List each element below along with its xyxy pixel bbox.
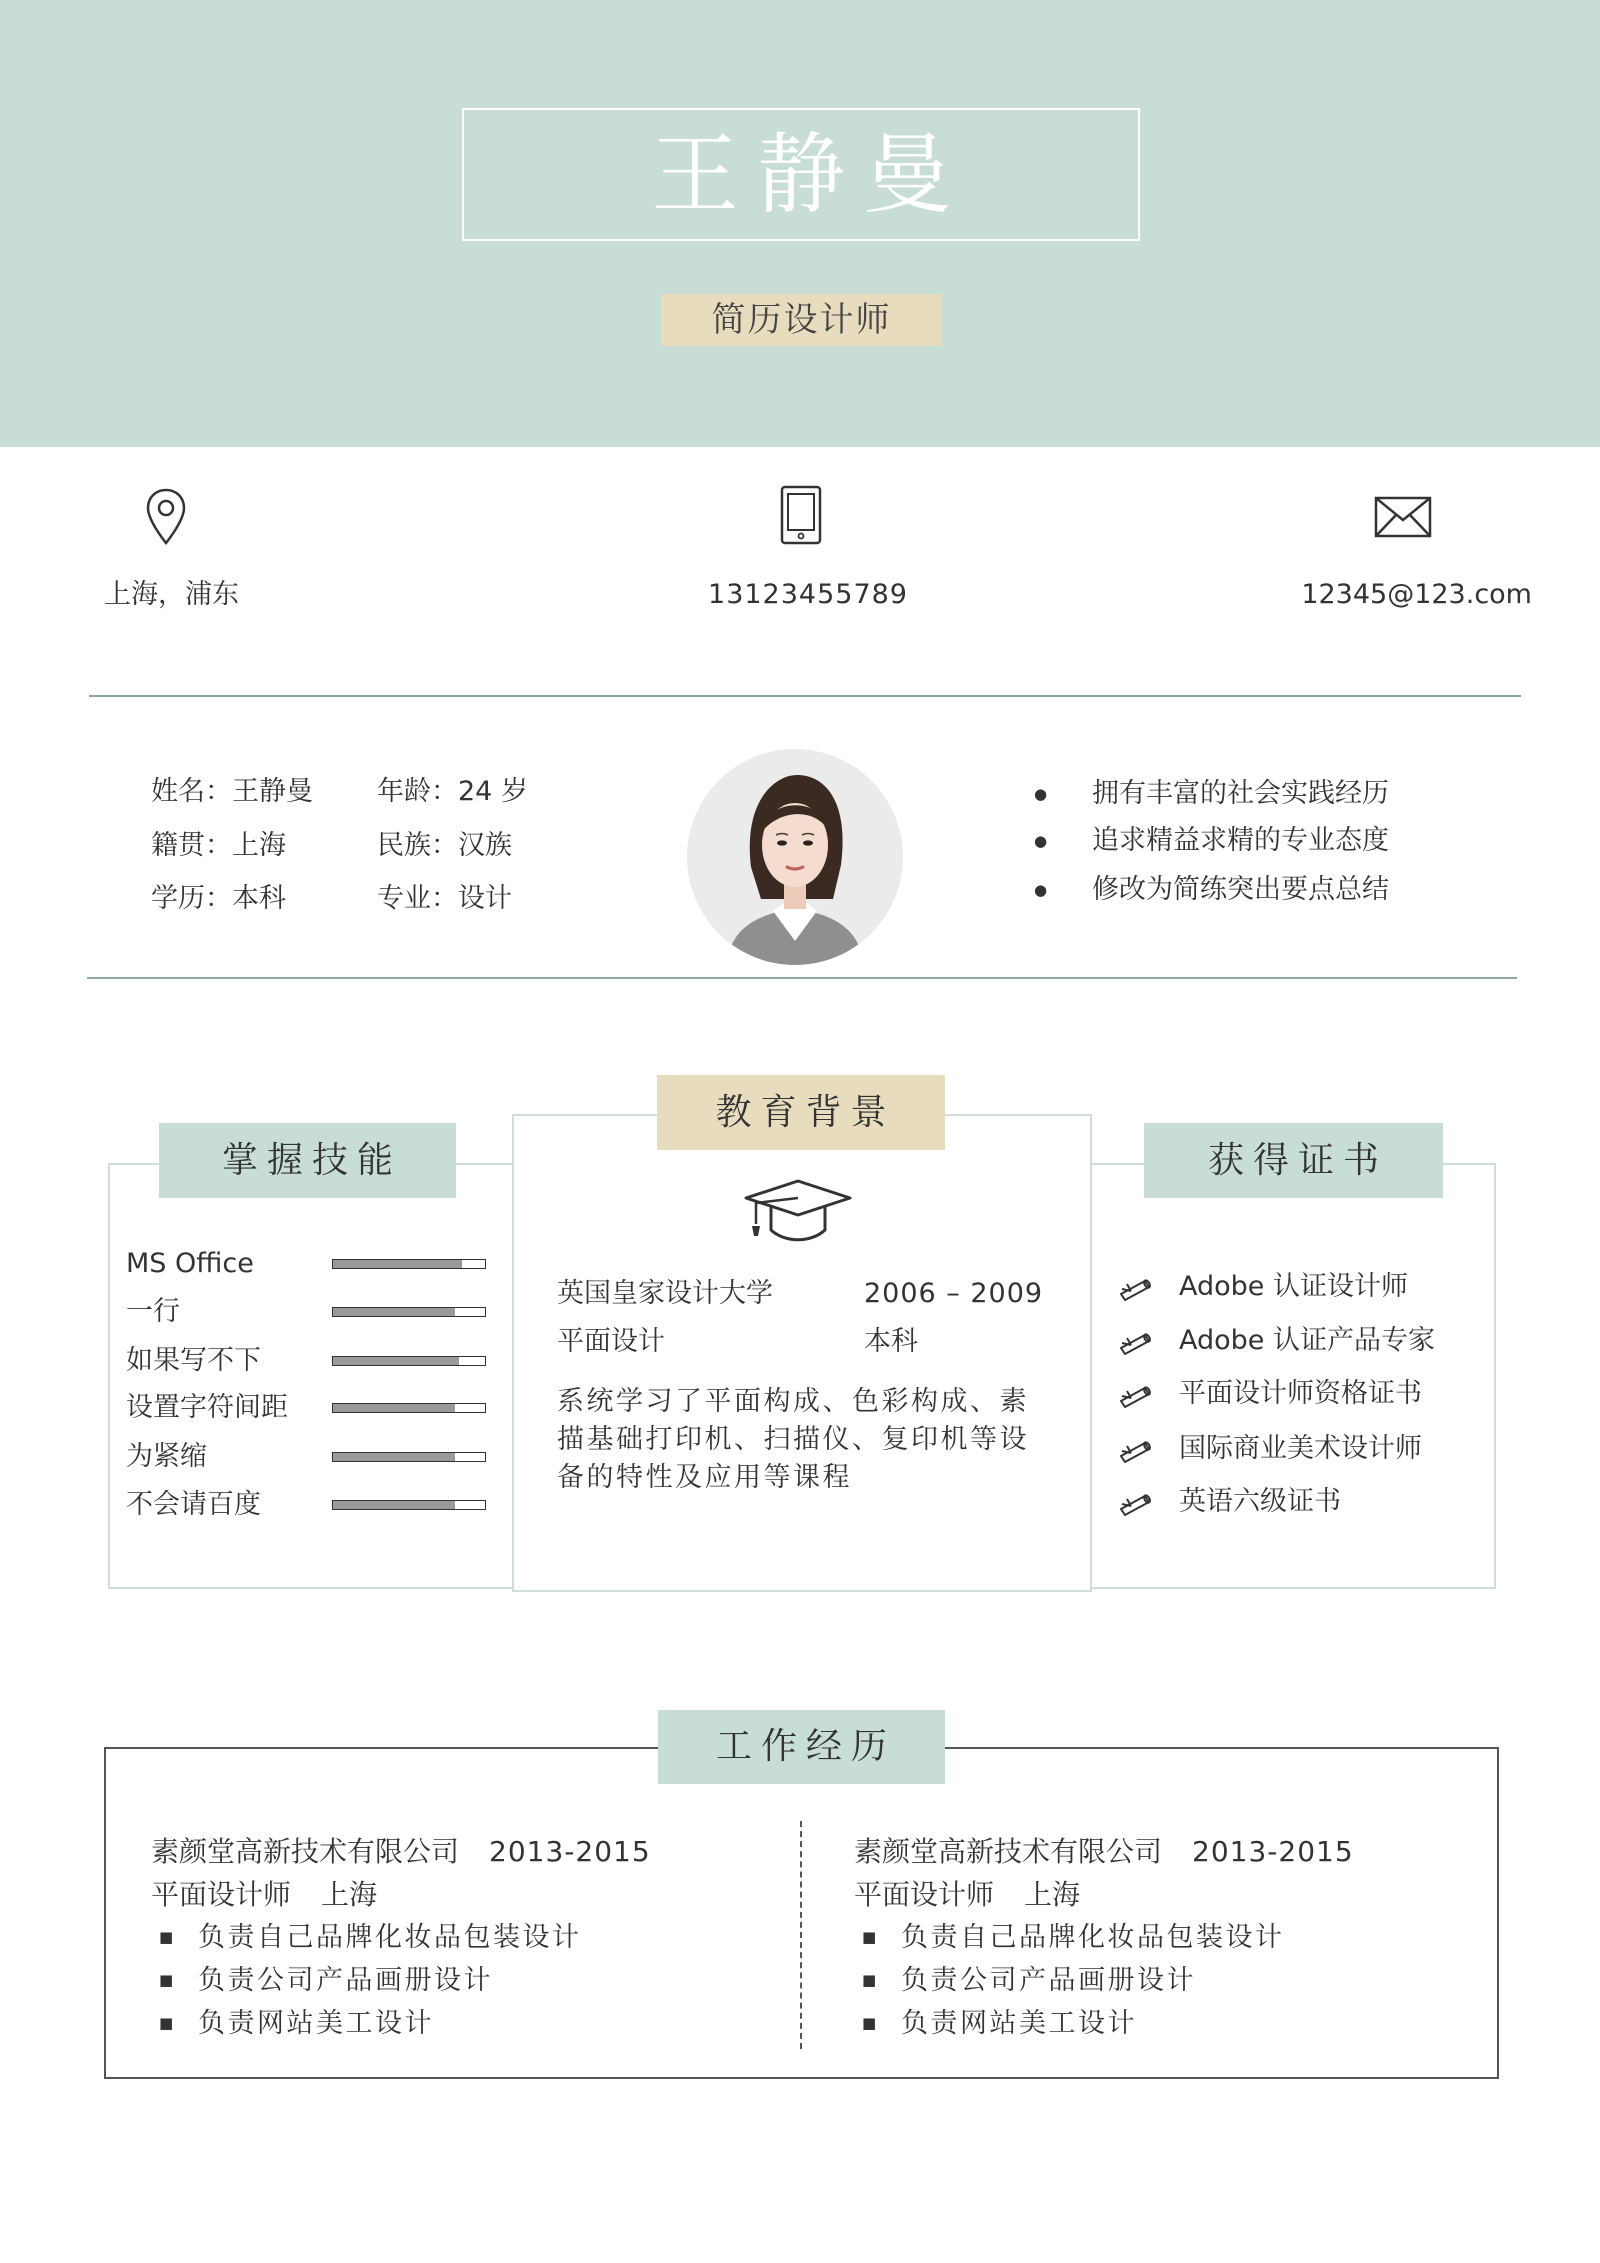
bullet-square: ■ <box>159 2014 174 2032</box>
work-company: 素颜堂高新技术有限公司 <box>854 1835 1163 1868</box>
diploma-scroll-icon <box>1116 1327 1156 1355</box>
bullet-square: ■ <box>159 1971 174 1989</box>
field-value: 24 岁 <box>458 776 528 807</box>
bullet-square: ■ <box>862 1971 877 1989</box>
work-role: 平面设计师 <box>854 1878 995 1911</box>
name-frame <box>462 108 1140 241</box>
skill-level-fill <box>333 1453 455 1461</box>
certificate-item: Adobe 认证产品专家 <box>1179 1325 1435 1356</box>
skill-level-bar <box>332 1403 486 1413</box>
work-role-line <box>854 1873 1474 1916</box>
candidate-name: 王静曼 <box>650 123 969 226</box>
skill-level-fill <box>333 1308 455 1316</box>
certificate-item: 平面设计师资格证书 <box>1179 1378 1422 1409</box>
work-duty-text: 负责公司产品画册设计 <box>901 1965 1196 1996</box>
skills-heading-text: 掌握技能 <box>221 1140 402 1181</box>
education-heading <box>657 1075 945 1150</box>
skill-name: 为紧缩 <box>126 1441 207 1472</box>
skill-level-fill <box>333 1501 455 1509</box>
highlight-item: 修改为简练突出要点总结 <box>1092 874 1389 905</box>
field-value: 上海 <box>232 830 286 861</box>
work-duty-text: 负责自己品牌化妆品包装设计 <box>198 1922 582 1953</box>
highlight-item: 追求精益求精的专业态度 <box>1092 825 1389 856</box>
field-ethnicity <box>377 826 512 866</box>
work-company-line <box>854 1830 1474 1873</box>
field-label: 专业： <box>377 883 458 914</box>
work-heading-text: 工作经历 <box>715 1726 896 1767</box>
field-label: 姓名： <box>151 776 232 807</box>
education-major: 平面设计 <box>557 1326 665 1357</box>
field-hometown <box>151 826 286 866</box>
field-label: 民族： <box>377 830 458 861</box>
work-company-line <box>151 1830 771 1873</box>
skill-level-bar <box>332 1500 486 1510</box>
skill-name: 如果写不下 <box>126 1345 261 1376</box>
field-value: 汉族 <box>458 830 512 861</box>
work-duty-text: 负责自己品牌化妆品包装设计 <box>901 1922 1285 1953</box>
skill-level-fill <box>333 1357 459 1365</box>
field-education <box>151 879 286 919</box>
profile-photo <box>687 749 903 965</box>
work-duty <box>854 1916 1474 1959</box>
certificate-item: 国际商业美术设计师 <box>1179 1433 1422 1464</box>
diploma-scroll-icon <box>1116 1380 1156 1408</box>
graduation-cap-icon <box>743 1178 853 1244</box>
work-duty <box>151 1916 771 1959</box>
education-description: 系统学习了平面构成、色彩构成、素描基础打印机、扫描仪、复印机等设备的特性及应用等课程 <box>557 1386 1029 1493</box>
work-location: 上海 <box>321 1878 378 1911</box>
certificate-item: 英语六级证书 <box>1179 1486 1341 1517</box>
bullet-square: ■ <box>159 1928 174 1946</box>
job-title: 简历设计师 <box>711 300 892 340</box>
skill-level-fill <box>333 1260 462 1268</box>
field-label: 年龄： <box>377 776 458 807</box>
work-duty <box>151 1959 771 2002</box>
field-name <box>151 772 313 812</box>
diploma-scroll-icon <box>1116 1488 1156 1516</box>
location-pin-icon <box>144 487 188 547</box>
work-entry <box>854 1830 1474 2045</box>
divider-middle <box>87 977 1517 979</box>
certificates-heading-text: 获得证书 <box>1207 1140 1388 1181</box>
highlight-item: 拥有丰富的社会实践经历 <box>1092 778 1389 809</box>
work-duty-text: 负责网站美工设计 <box>198 2008 434 2039</box>
education-school: 英国皇家设计大学 <box>557 1278 773 1309</box>
mobile-phone-icon <box>779 485 823 545</box>
skill-level-fill <box>333 1404 455 1412</box>
work-location: 上海 <box>1024 1878 1081 1911</box>
field-label: 学历： <box>151 883 232 914</box>
work-duty-text: 负责网站美工设计 <box>901 2008 1137 2039</box>
work-company: 素颜堂高新技术有限公司 <box>151 1835 460 1868</box>
work-duty-text: 负责公司产品画册设计 <box>198 1965 493 1996</box>
skill-name: MS Office <box>126 1248 254 1279</box>
field-label: 籍贯： <box>151 830 232 861</box>
skill-level-bar <box>332 1307 486 1317</box>
contact-location: 上海，浦东 <box>104 579 239 610</box>
divider-top <box>89 695 1521 697</box>
diploma-scroll-icon <box>1116 1273 1156 1301</box>
work-heading <box>658 1710 945 1784</box>
skill-name: 设置字符间距 <box>126 1392 288 1423</box>
work-entry <box>151 1830 771 2045</box>
certificates-heading <box>1144 1123 1443 1198</box>
envelope-icon <box>1374 496 1432 538</box>
field-value: 本科 <box>232 883 286 914</box>
work-role-line <box>151 1873 771 1916</box>
bullet-dot: ● <box>1034 881 1048 899</box>
certificate-item: Adobe 认证设计师 <box>1179 1271 1408 1302</box>
work-duty <box>854 2002 1474 2045</box>
field-value: 设计 <box>458 883 512 914</box>
skill-level-bar <box>332 1452 486 1462</box>
work-role: 平面设计师 <box>151 1878 292 1911</box>
bullet-dot: ● <box>1034 832 1048 850</box>
skills-heading <box>159 1123 456 1198</box>
education-heading-text: 教育背景 <box>715 1092 896 1133</box>
skill-level-bar <box>332 1259 486 1269</box>
skill-name: 不会请百度 <box>126 1489 261 1520</box>
work-period: 2013-2015 <box>1192 1835 1354 1868</box>
work-column-divider <box>800 1821 802 2049</box>
work-duty <box>151 2002 771 2045</box>
work-period: 2013-2015 <box>489 1835 651 1868</box>
bullet-square: ■ <box>862 2014 877 2032</box>
field-age <box>377 772 528 812</box>
education-degree: 本科 <box>864 1326 918 1357</box>
bullet-dot: ● <box>1034 785 1048 803</box>
contact-email: 12345@123.com <box>1301 579 1532 610</box>
job-title-badge <box>661 294 942 346</box>
skill-name: 一行 <box>126 1296 180 1327</box>
education-period: 2006 – 2009 <box>864 1278 1044 1309</box>
field-major <box>377 879 512 919</box>
bullet-square: ■ <box>862 1928 877 1946</box>
work-duty <box>854 1959 1474 2002</box>
skill-level-bar <box>332 1356 486 1366</box>
field-value: 王静曼 <box>232 776 313 807</box>
contact-phone: 13123455789 <box>708 579 908 610</box>
diploma-scroll-icon <box>1116 1435 1156 1463</box>
